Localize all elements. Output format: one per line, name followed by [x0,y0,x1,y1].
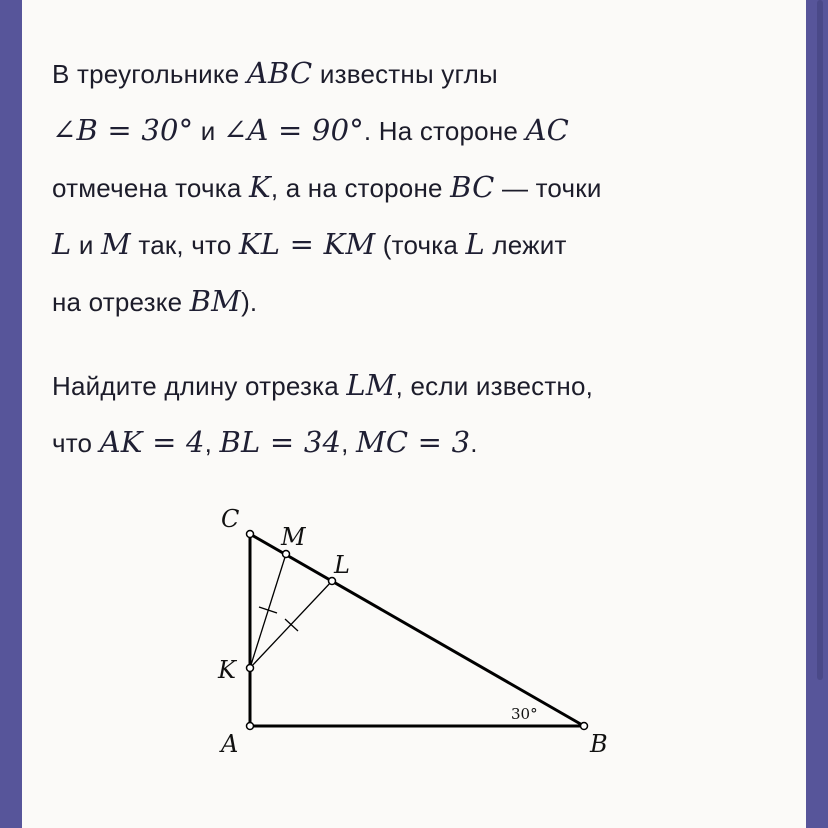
math-segment-bm: BM [189,284,242,318]
math-point-l: L [52,227,72,261]
text: так, что [130,230,239,260]
math-mc-value: MC = 3 [355,425,471,459]
text: . На стороне [363,116,526,146]
text: ). [241,287,258,317]
text: Найдите длину отрезка [52,371,347,401]
text: , [341,428,356,458]
text: и [193,116,223,146]
math-angle-a: ∠A = 90° [222,113,364,147]
scrollbar[interactable] [817,0,823,680]
label-l: L [334,551,350,579]
math-ak-value: AK = 4 [99,425,205,459]
math-segment-lm: LM [346,368,396,402]
math-angle-b: ∠B = 30° [52,113,194,147]
text: . [470,428,478,458]
math-point-l: L [465,227,485,261]
text: на отрезке [52,287,190,317]
math-kl-equals-km: KL = KM [238,227,376,261]
text: , [204,428,220,458]
side-cb [250,534,584,726]
math-bl-value: BL = 34 [219,425,342,459]
label-k: K [218,656,236,684]
point-a [247,723,254,730]
text: что [52,428,100,458]
text: , а на стороне [270,173,451,203]
segment-km [250,554,286,668]
label-b: B [590,730,608,758]
math-side-bc: BC [450,170,495,204]
text: и [71,230,102,260]
text: , если известно, [395,371,594,401]
label-angle-b: 30° [511,705,538,723]
point-k [247,665,254,672]
text: лежит [484,230,567,260]
label-a: A [221,730,239,758]
point-m [283,551,290,558]
math-point-k: K [249,170,271,204]
text: — точки [494,173,602,203]
math-triangle-abc: ABC [246,56,313,90]
text: известны углы [312,59,498,89]
math-side-ac: AC [525,113,570,147]
math-point-m: M [101,227,131,261]
text: В треугольнике [52,59,247,89]
point-b [581,723,588,730]
label-m: M [281,523,306,551]
point-c [247,531,254,538]
text: отмечена точка [52,173,249,203]
text: (точка [375,230,466,260]
label-c: C [221,505,240,533]
